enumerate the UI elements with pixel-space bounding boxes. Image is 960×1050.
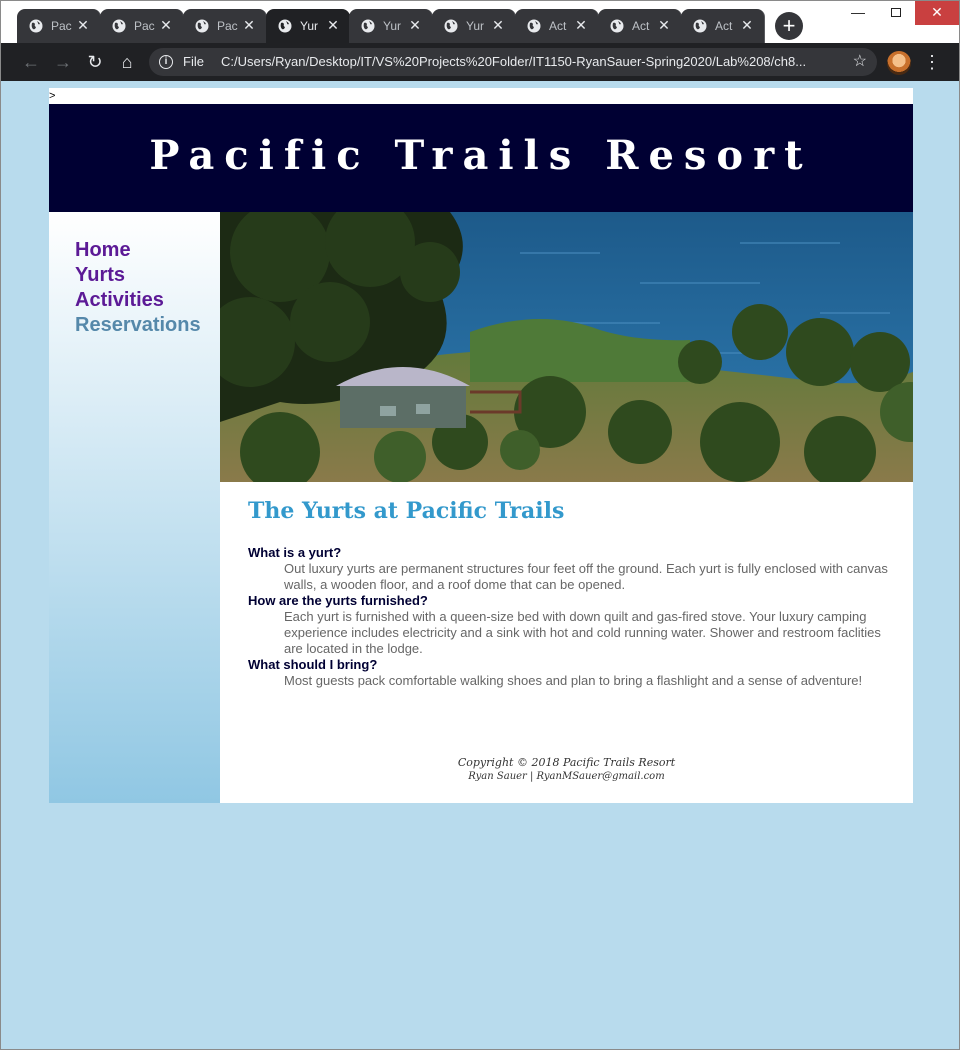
tab-strip xyxy=(17,9,764,43)
browser-tab[interactable] xyxy=(681,9,765,43)
nav-link-reservations[interactable]: Reservations xyxy=(75,314,201,336)
tab-title: Pac xyxy=(51,19,72,33)
nav-link-yurts[interactable]: Yurts xyxy=(75,264,126,286)
address-bar[interactable] xyxy=(149,48,877,76)
author-text: Ryan Sauer | RyanMSauer@gmail.com xyxy=(468,771,665,782)
back-arrow-icon[interactable]: ← xyxy=(22,52,40,72)
faq-question: What is a yurt? xyxy=(248,545,342,560)
browser-tab[interactable] xyxy=(432,9,516,43)
browser-tab[interactable] xyxy=(515,9,599,43)
globe-icon xyxy=(693,19,707,33)
kebab-menu-icon[interactable]: ⋮ xyxy=(923,52,941,72)
tab-title: Pac xyxy=(134,19,155,33)
reload-icon[interactable]: ↻ xyxy=(87,52,103,72)
minimize-icon[interactable]: — xyxy=(851,4,865,20)
browser-toolbar xyxy=(1,43,959,81)
nav-link-home[interactable]: Home xyxy=(75,239,131,261)
tab-title: Yur xyxy=(383,19,402,33)
close-window-icon[interactable]: ✕ xyxy=(915,1,959,25)
site-wrapper xyxy=(49,104,913,803)
faq-list xyxy=(248,545,888,689)
tab-close-icon[interactable]: ✕ xyxy=(160,17,172,33)
browser-tab[interactable] xyxy=(183,9,267,43)
globe-icon xyxy=(112,19,126,33)
globe-icon xyxy=(610,19,624,33)
browser-tab-active[interactable] xyxy=(266,9,350,43)
url-text[interactable]: C:/Users/Ryan/Desktop/IT/VS%20Projects%20Folder/IT1150-RyanSauer-Spring2020/Lab%208/ch8... xyxy=(221,54,807,69)
faq-answer: Each yurt is furnished with a queen-size bed with down quilt and gas-fired stove. Your luxury camping experience includes electricity and a sink with hot and cold running water. Shower and restroom faclities are located in the lodge. xyxy=(284,609,881,656)
page-viewport xyxy=(9,81,953,1041)
globe-icon xyxy=(527,19,541,33)
page-heading: The Yurts at Pacific Trails xyxy=(248,498,565,524)
tab-close-icon[interactable]: ✕ xyxy=(327,17,339,33)
browser-tab[interactable] xyxy=(349,9,433,43)
site-title: Pacific Trails Resort xyxy=(149,132,813,179)
globe-icon xyxy=(278,19,292,33)
page-footer xyxy=(220,756,913,783)
copyright-text: Copyright © 2018 Pacific Trails Resort xyxy=(457,756,676,769)
new-tab-button[interactable]: + xyxy=(775,12,803,40)
maximize-icon[interactable] xyxy=(877,1,915,25)
title-bar xyxy=(1,1,959,43)
browser-tab[interactable] xyxy=(100,9,184,43)
globe-icon xyxy=(195,19,209,33)
stray-text: > xyxy=(49,88,913,104)
bookmark-star-icon[interactable]: ☆ xyxy=(852,53,867,70)
browser-tab[interactable] xyxy=(598,9,682,43)
tab-close-icon[interactable]: ✕ xyxy=(658,17,670,33)
tab-close-icon[interactable]: ✕ xyxy=(492,17,504,33)
tab-close-icon[interactable]: ✕ xyxy=(741,17,753,33)
forward-arrow-icon[interactable]: → xyxy=(54,52,72,72)
faq-question: How are the yurts furnished? xyxy=(248,593,428,608)
faq-answer: Most guests pack comfortable walking shoes and plan to bring a flashlight and a sense of adventure! xyxy=(284,673,863,688)
tab-close-icon[interactable]: ✕ xyxy=(409,17,421,33)
side-nav xyxy=(49,212,220,803)
tab-close-icon[interactable]: ✕ xyxy=(243,17,255,33)
globe-icon xyxy=(29,19,43,33)
faq-answer: Out luxury yurts are permanent structures four feet off the ground. Each yurt is fully enclosed with canvas walls, a wooden floor, and a roof dome that can be opened. xyxy=(284,561,888,592)
tab-title: Act xyxy=(715,19,733,33)
tab-title: Pac xyxy=(217,19,238,33)
tab-title: Act xyxy=(549,19,567,33)
scheme-label: File xyxy=(183,54,204,69)
globe-icon xyxy=(361,19,375,33)
tab-close-icon[interactable]: ✕ xyxy=(575,17,587,33)
main-content xyxy=(220,482,913,803)
info-icon[interactable]: i xyxy=(159,55,173,69)
faq-question: What should I bring? xyxy=(248,657,378,672)
tab-title: Yur xyxy=(466,19,485,33)
tab-close-icon[interactable]: ✕ xyxy=(77,17,89,33)
home-icon[interactable]: ⌂ xyxy=(121,52,133,72)
tab-title: Yur xyxy=(300,19,319,33)
globe-icon xyxy=(444,19,458,33)
tab-title: Act xyxy=(632,19,650,33)
browser-tab[interactable] xyxy=(17,9,101,43)
nav-link-activities[interactable]: Activities xyxy=(75,289,164,311)
site-header xyxy=(49,104,913,212)
hero-image xyxy=(220,212,913,482)
profile-avatar[interactable] xyxy=(887,51,911,75)
hero-image-scene xyxy=(220,212,913,482)
